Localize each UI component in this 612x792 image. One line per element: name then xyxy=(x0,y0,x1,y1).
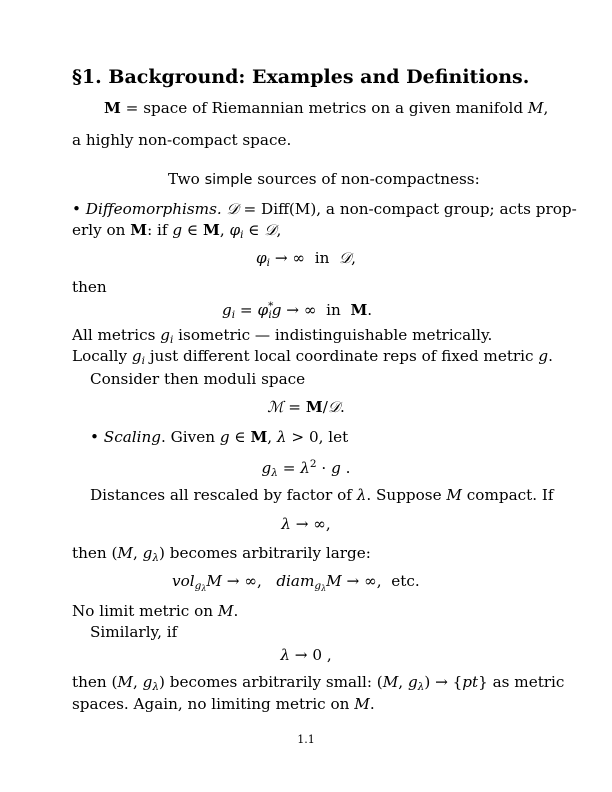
spaces-line: spaces. Again, no limiting metric on M. xyxy=(72,695,375,713)
equation-lambda-zero: λ → 0 , xyxy=(280,646,332,664)
diffeo-line-2: erly on M: if g ∈ M, $\varphi_i$ ∈ 𝒟, xyxy=(72,221,282,241)
consider-line: Consider then moduli space xyxy=(90,370,306,388)
intro-line-1: M = space of Riemannian metrics on a given manifold M, xyxy=(104,99,549,117)
scaling-line: • Scaling. Given g ∈ M, λ > 0, let xyxy=(90,428,349,446)
diffeo-line-1: • Diffeomorphisms. 𝒟 = Diff(M), a non-compact group; acts prop- xyxy=(72,200,577,218)
locally-line: Locally $g_i$ just different local coordinate reps of fixed metric g. xyxy=(72,347,553,367)
similarly-line: Similarly, if xyxy=(90,623,178,641)
then-small-line: then (M, $g_\lambda$) becomes arbitrarily small: (M, $g_\lambda) \to \{pt\}$ as metric xyxy=(72,673,565,693)
then-label-1: then xyxy=(72,278,107,296)
section-title: §1. Background: Examples and Definitions. xyxy=(72,66,530,88)
intro-line-2: a highly non-compact space. xyxy=(72,131,292,149)
page-number: 1.1 xyxy=(297,733,315,746)
equation-pullback: $g_i = \varphi^*_ig$ → ∞ in M. xyxy=(222,300,373,321)
then-large-line: then (M, $g_\lambda$) becomes arbitrarily large: xyxy=(72,544,371,564)
equation-vol-diam: vol$_{g\lambda}$M → ∞, diam$_{g\lambda}$M → ∞, etc. xyxy=(172,572,420,593)
distances-line: Distances all rescaled by factor of λ. Suppose M compact. If xyxy=(90,486,554,504)
equation-moduli-space: ℳ = M/𝒟. xyxy=(267,398,345,416)
equation-lambda-infinity: λ → ∞, xyxy=(281,515,331,533)
two-sources-line: Two simple sources of non-compactness: xyxy=(168,170,480,188)
isometric-line: All metrics $g_i$ isometric — indistinguishable metrically. xyxy=(72,326,493,346)
no-limit-line: No limit metric on M. xyxy=(72,602,239,620)
equation-phi-infinity: $\varphi_i$ → ∞ in 𝒟, xyxy=(256,249,356,269)
equation-scaled-metric: $g_\lambda = \lambda^2 \cdot g$ . xyxy=(261,458,351,479)
